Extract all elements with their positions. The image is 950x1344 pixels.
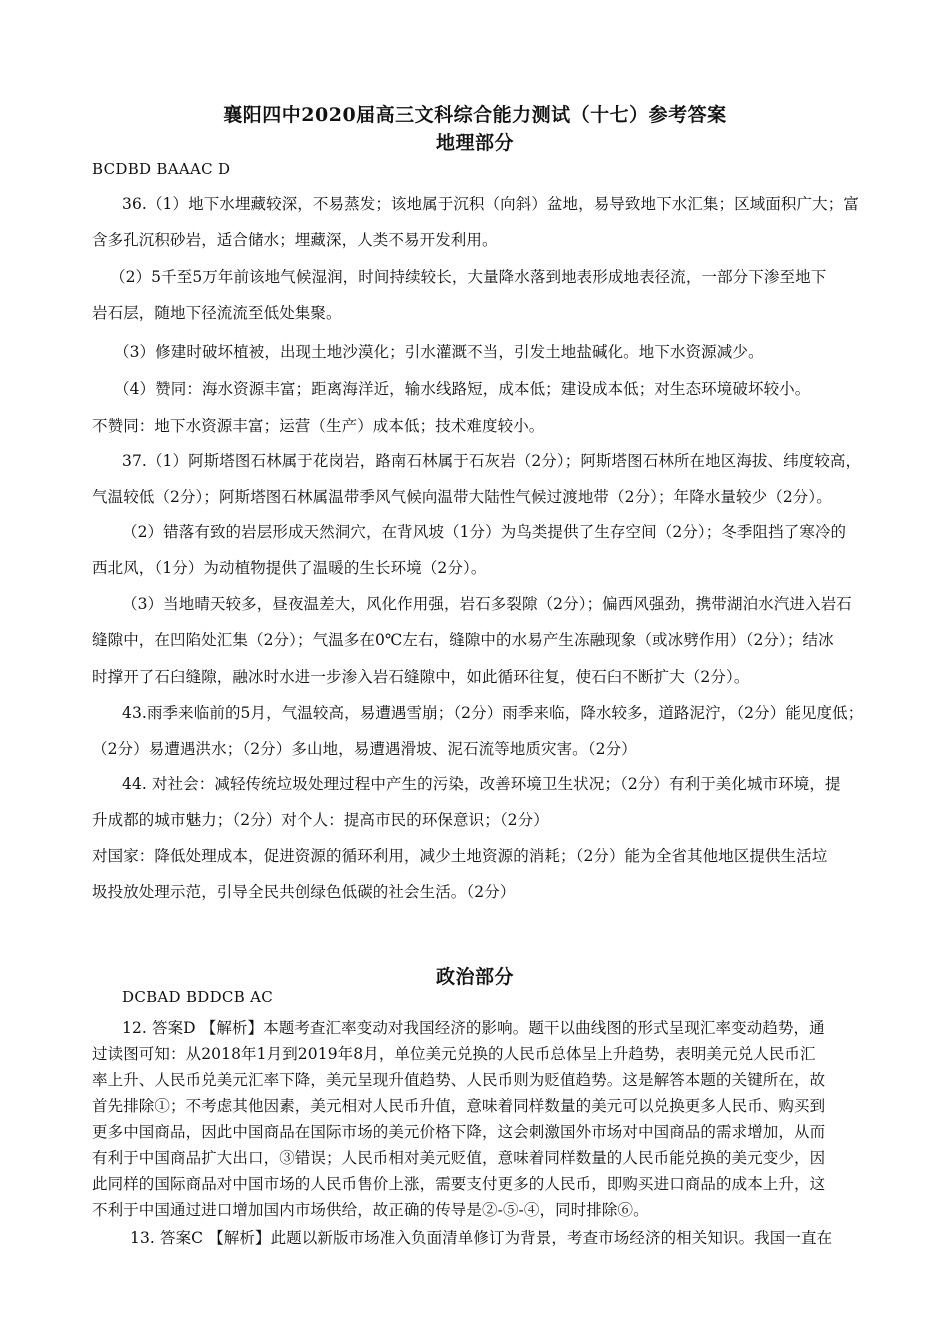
geo-line: （2）错落有致的岩层形成天然洞穴，在背风坡（1分）为鸟类提供了生存空间（2分）；冬季阻挡了寒冷的	[122, 523, 847, 541]
geo-line: 对国家：降低处理成本，促进资源的循环利用，减少土地资源的消耗；（2分）能为全省其他地区提供生活垃	[92, 847, 828, 865]
pol-line: 12. 答案D 【解析】本题考查汇率变动对我国经济的影响。题干以曲线图的形式呈现汇率变动趋势，通	[122, 1019, 825, 1037]
pol-line: 首先排除①；不考虑其他因素，美元相对人民币升值，意味着同样数量的美元可以兑换更多人民币、购买到	[92, 1097, 826, 1115]
politics-heading: 政治部分	[435, 966, 514, 988]
geography-choice-answers: BCDBD BAAAC D	[92, 160, 231, 178]
geo-line: 圾投放处理示范，引导全民共创绿色低碳的社会生活。（2分）	[92, 883, 516, 901]
geo-line: 时撑开了石臼缝隙，融冰时水进一步渗入岩石缝隙中，如此循环往复，使石臼不断扩大（2分）。	[92, 668, 750, 686]
geo-line: 含多孔沉积砂岩，适合储水；埋藏深，人类不易开发利用。	[92, 231, 498, 249]
pol-line: 此同样的国际商品对中国市场的人民币售价上涨，需要支付更多的人民币，即购买进口商品的成本上升，这	[92, 1175, 826, 1193]
geo-line: （3）修建时破坏植被，出现土地沙漠化；引水灌溉不当，引发土地盐碱化。地下水资源减少。	[114, 343, 764, 361]
geo-line: （2）5千至5万年前该地气候湿润，时间持续较长，大量降水落到地表形成地表径流，一部分下渗至地下	[110, 268, 827, 286]
pol-line: 过读图可知：从2018年1月到2019年8月，单位美元兑换的人民币总体呈上升趋势，表明美元兑人民币汇	[92, 1045, 816, 1063]
geo-line: 37.（1）阿斯塔图石林属于花岗岩，路南石林属于石灰岩（2分）；阿斯塔图石林所在地区海拔、纬度较高，	[122, 452, 862, 470]
geography-heading: 地理部分	[435, 132, 514, 154]
pol-line: 更多中国商品，因此中国商品在国际市场的美元价格下降，这会刺激国外市场对中国商品的需求增加，从而	[92, 1123, 826, 1141]
geo-line: 43.雨季来临前的5月，气温较高，易遭遇雪崩；（2分）雨季来临，降水较多，道路泥泞，（2分）能见度低；	[122, 704, 864, 722]
document-title: 襄阳四中2020届高三文科综合能力测试（十七）参考答案	[223, 104, 727, 126]
geo-line: 44. 对社会：减轻传统垃圾处理过程中产生的污染，改善环境卫生状况；（2分）有利于美化城市环境，提	[122, 775, 841, 793]
politics-choice-answers: DCBAD BDDCB AC	[122, 988, 274, 1006]
geo-line: （2分）易遭遇洪水；（2分）多山地，易遭遇滑坡、泥石流等地质灾害。（2分）	[92, 740, 637, 758]
pol-line: 13. 答案C 【解析】此题以新版市场准入负面清单修订为背景，考查市场经济的相关知识。我国一直在	[130, 1229, 833, 1247]
geo-line: 升成都的城市魅力；（2分）对个人：提高市民的环保意识；（2分）	[92, 811, 549, 829]
pol-line: 不利于中国通过进口增加国内市场供给，故正确的传导是②-⑤-④，同时排除⑥。	[92, 1201, 649, 1219]
geo-line: （4）赞同：海水资源丰富；距离海洋近，输水线路短，成本低；建设成本低；对生态环境破坏较小。	[114, 380, 811, 398]
geo-line: 不赞同：地下水资源丰富；运营（生产）成本低；技术难度较小。	[92, 417, 545, 435]
geo-line: 缝隙中，在凹陷处汇集（2分）；气温多在0℃左右，缝隙中的水易产生冻融现象（或冰劈作用）（2分）；结冰	[92, 631, 834, 649]
pol-line: 率上升、人民币兑美元汇率下降，美元呈现升值趋势、人民币则为贬值趋势。这是解答本题的关键所在，故	[92, 1071, 826, 1089]
geo-line: 西北风，（1分）为动植物提供了温暖的生长环境（2分）。	[92, 559, 487, 577]
geo-line: 岩石层，随地下径流流至低处集聚。	[92, 304, 342, 322]
geo-line: （3）当地晴天较多，昼夜温差大，风化作用强，岩石多裂隙（2分）；偏西风强劲，携带湖泊水汽进入岩石	[122, 595, 852, 613]
geo-line: 气温较低（2分）；阿斯塔图石林属温带季风气候向温带大陆性气候过渡地带（2分）；年降水量较少（2分）。	[92, 488, 832, 506]
geo-line: 36.（1）地下水埋藏较深，不易蒸发；该地属于沉积（向斜）盆地，易导致地下水汇集；区域面积广大；富	[122, 195, 859, 213]
pol-line: 有利于中国商品扩大出口，③错误；人民币相对美元贬值，意味着同样数量的人民币能兑换的美元变少，因	[92, 1149, 826, 1167]
